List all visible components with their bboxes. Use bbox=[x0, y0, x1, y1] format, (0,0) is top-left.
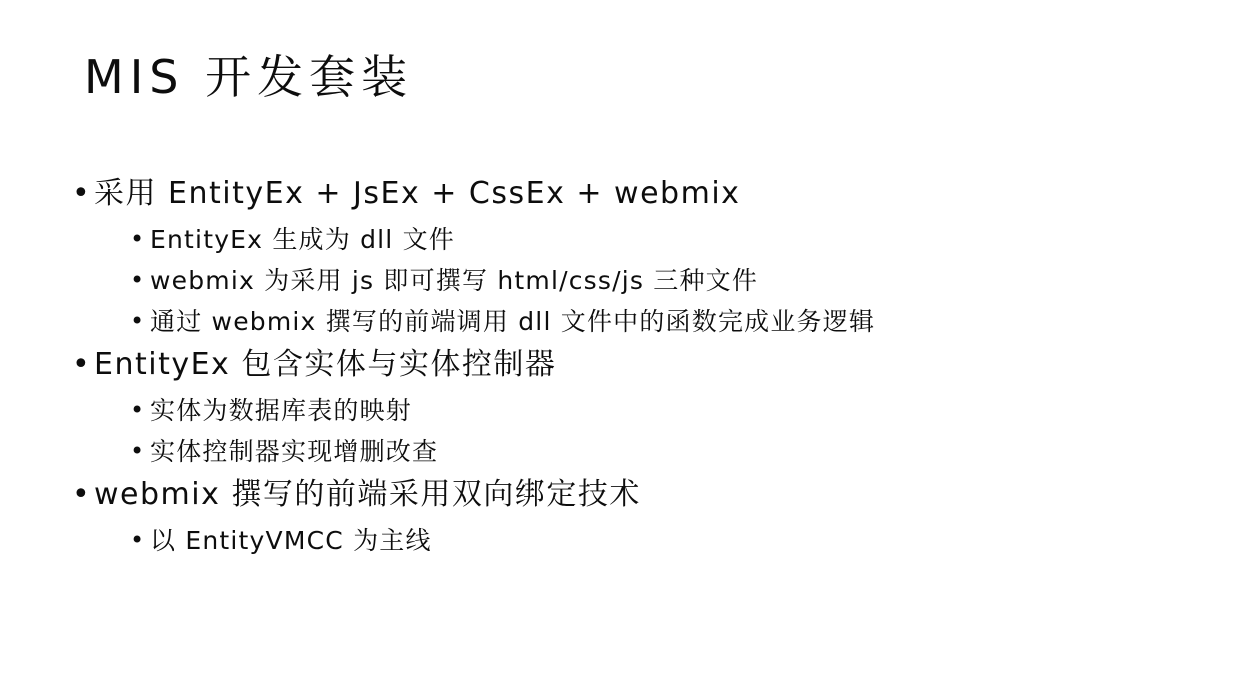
list-item bbox=[72, 172, 1200, 216]
list-item-label: 以 EntityVMCC 为主线 bbox=[150, 526, 432, 555]
slide-body-list bbox=[72, 172, 1200, 562]
list-item-label: webmix 撰写的前端采用双向绑定技术 bbox=[94, 477, 641, 512]
list-item-label: EntityEx 包含实体与实体控制器 bbox=[94, 347, 557, 382]
list-item-label: 实体为数据库表的映射 bbox=[150, 396, 413, 425]
list-item-label: webmix 为采用 js 即可撰写 html/css/js 三种文件 bbox=[150, 266, 759, 295]
list-item bbox=[72, 391, 1200, 430]
list-item bbox=[72, 473, 1200, 517]
bullet-icon: • bbox=[72, 347, 90, 382]
bullet-icon: • bbox=[130, 266, 145, 294]
list-item-label: 通过 webmix 撰写的前端调用 dll 文件中的函数完成业务逻辑 bbox=[150, 307, 876, 336]
list-item bbox=[72, 343, 1200, 387]
list-item bbox=[72, 302, 1200, 341]
bullet-group bbox=[72, 473, 1200, 560]
bullet-icon: • bbox=[130, 396, 145, 424]
bullet-icon: • bbox=[130, 225, 145, 253]
bullet-icon: • bbox=[130, 437, 145, 465]
list-item bbox=[72, 261, 1200, 300]
list-item-label: EntityEx 生成为 dll 文件 bbox=[150, 225, 455, 254]
list-item bbox=[72, 432, 1200, 471]
bullet-icon: • bbox=[72, 477, 90, 512]
list-item bbox=[72, 521, 1200, 560]
bullet-group bbox=[72, 343, 1200, 471]
bullet-group bbox=[72, 172, 1200, 341]
list-item-label: 采用 EntityEx + JsEx + CssEx + webmix bbox=[94, 176, 741, 211]
page-title: MIS 开发套装 bbox=[84, 50, 414, 104]
list-item-label: 实体控制器实现增删改查 bbox=[150, 437, 439, 466]
bullet-icon: • bbox=[130, 307, 145, 335]
bullet-icon: • bbox=[72, 176, 90, 211]
list-item bbox=[72, 220, 1200, 259]
bullet-icon: • bbox=[130, 526, 145, 554]
